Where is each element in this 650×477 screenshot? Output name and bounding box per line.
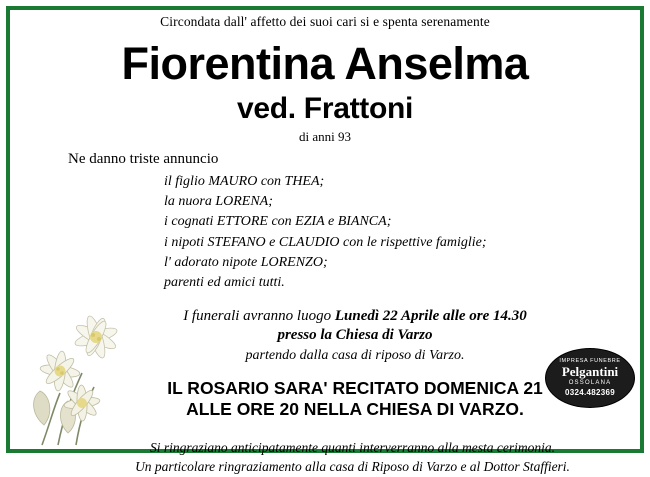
list-item: l' adorato nipote LORENZO; — [164, 254, 328, 270]
stamp-line-1: IMPRESA FUNEBRE — [559, 358, 621, 365]
list-item: la nuora LORENA; — [164, 194, 273, 210]
thanks-line-1: Si ringraziano anticipatamente quanti interverranno alla mesta cerimonia. — [150, 439, 555, 455]
stamp-region: OSSOLANA — [568, 380, 612, 387]
stamp-phone: 0324.482369 — [564, 387, 615, 397]
stamp-company-name: Pelgantini — [561, 364, 619, 380]
list-item: i nipoti STEFANO e CLAUDIO con le rispettive famiglie; — [164, 234, 487, 250]
funeral-line-1 — [74, 308, 636, 325]
announcement-label: Ne danno triste annuncio — [68, 150, 219, 167]
funeral-datetime: Lunedì 22 Aprile alle ore 14.30 — [334, 307, 527, 324]
funeral-departure: partendo dalla casa di riposo di Varzo. — [245, 347, 465, 363]
intro-text: Circondata dall' affetto dei suoi cari si e spenta serenamente — [160, 14, 490, 29]
funeral-church: presso la Chiesa di Varzo — [277, 326, 433, 343]
funeral-prefix: I funerali avranno luogo — [183, 307, 335, 324]
thanks-line-2: Un particolare ringraziamento alla casa di Riposo di Varzo e al Dottor Staffieri. — [135, 459, 570, 475]
relatives-list — [164, 172, 636, 294]
rosary-notice — [14, 378, 636, 420]
list-item: il figlio MAURO con THEA; — [164, 173, 325, 189]
deceased-first-name: Fiorentina Anselma — [121, 38, 529, 89]
list-item: parenti ed amici tutti. — [164, 275, 285, 291]
funeral-home-stamp — [546, 349, 634, 407]
notice-content — [14, 12, 636, 475]
funeral-details — [14, 308, 636, 364]
thanks-section — [14, 438, 636, 477]
deceased-surname: ved. Frattoni — [236, 92, 414, 126]
rosary-line-1: IL ROSARIO SARA' RECITATO DOMENICA 21 — [167, 377, 543, 398]
deceased-age: di anni 93 — [299, 128, 351, 144]
rosary-line-2: ALLE ORE 20 NELLA CHIESA DI VARZO. — [186, 398, 524, 419]
list-item: i cognati ETTORE con EZIA e BIANCA; — [164, 214, 392, 230]
